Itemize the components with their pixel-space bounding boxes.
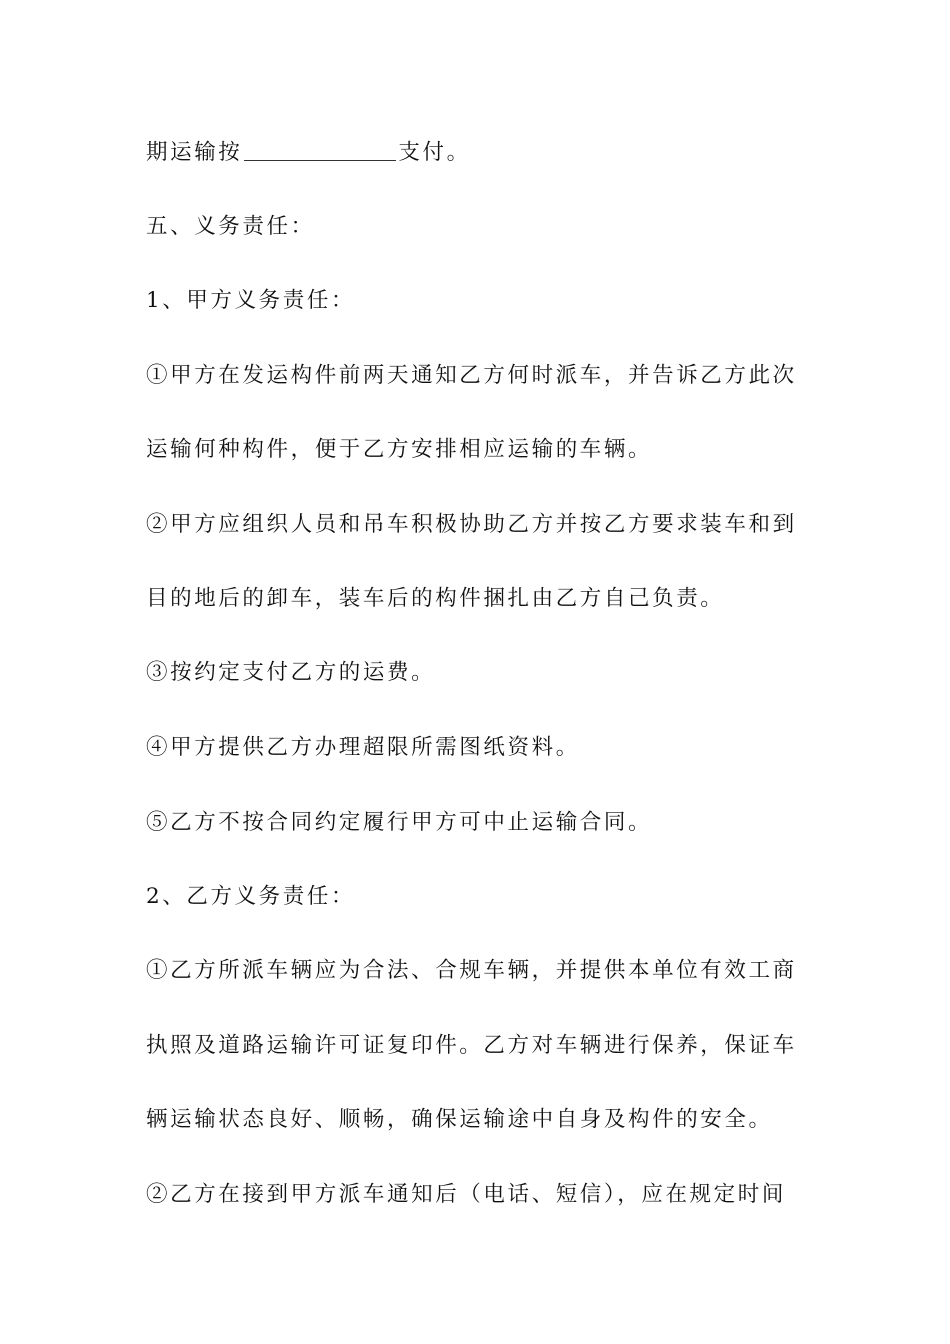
paragraph-line: ④甲方提供乙方办理超限所需图纸资料。 (146, 735, 580, 760)
paragraph-line: ③按约定支付乙方的运费。 (146, 660, 436, 685)
fill-in-blank (244, 140, 396, 161)
section-heading: 五、义务责任： (146, 214, 315, 239)
paragraph-line (146, 138, 826, 168)
paragraph-line: ②乙方在接到甲方派车通知后（电话、短信），应在规定时间 (146, 1182, 786, 1207)
paragraph-line: ①甲方在发运构件前两天通知乙方何时派车，并告诉乙方此次 (146, 363, 797, 388)
paragraph-line: 目的地后的卸车，装车后的构件捆扎由乙方自己负责。 (146, 586, 725, 611)
line-text-after-blank: 支付。 (398, 140, 471, 165)
subsection-heading: 2、乙方义务责任： (146, 884, 356, 909)
paragraph-line: 运输何种构件，便于乙方安排相应运输的车辆。 (146, 437, 653, 462)
paragraph-line: ②甲方应组织人员和吊车积极协助乙方并按乙方要求装车和到 (146, 512, 797, 537)
paragraph-line: 辆运输状态良好、顺畅，确保运输途中自身及构件的安全。 (146, 1107, 773, 1132)
subsection-heading: 1、甲方义务责任： (146, 288, 356, 313)
paragraph-line: ①乙方所派车辆应为合法、合规车辆，并提供本单位有效工商 (146, 958, 797, 983)
line-text-before-blank: 期运输按 (146, 140, 243, 165)
paragraph-line: ⑤乙方不按合同约定履行甲方可中止运输合同。 (146, 810, 653, 835)
paragraph-line: 执照及道路运输许可证复印件。乙方对车辆进行保养，保证车 (146, 1033, 797, 1058)
